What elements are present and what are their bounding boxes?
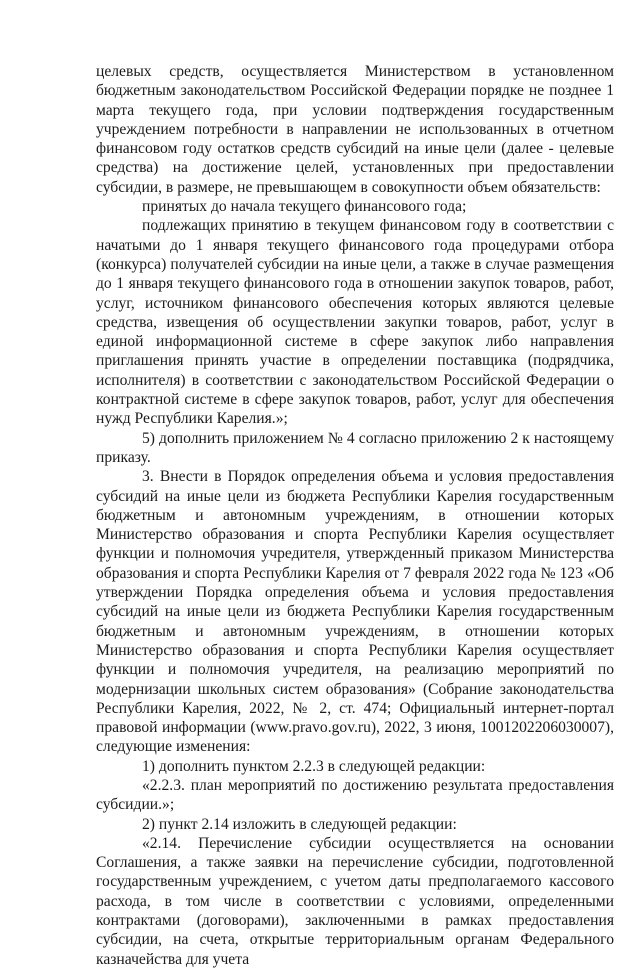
- paragraph-3: подлежащих принятию в текущем финансовом году в соответствии с начатыми до 1 января текущего финансового года процедурами отбора (конкурса) получателей субсидии на иные цели, а также в случае размещения до 1 января текущего финансового года в отношении закупок товаров, работ, услуг, источником финансового обеспечения которых являются целевые средства, извещения об осуществлении закупки товаров, работ, услуг в единой информационной системе в сфере закупок либо направления приглашения принять участие в определении поставщика (подрядчика, исполнителя) в соответствии с законодательством Российской Федерации о контрактной системе в сфере закупок товаров, работ, услуг для обеспечения нужд Республики Карелия.»;: [96, 217, 614, 428]
- document-page: [96, 62, 614, 969]
- paragraph-2: принятых до начала текущего финансового года;: [142, 198, 467, 216]
- paragraph-1: целевых средств, осуществляется Министерством в установленном бюджетным законодательством Российской Федерации порядке не позднее 1 марта текущего года, при условии подтверждения государственным учреждением потребности в направлении не использованных в отчетном финансовом году остатков средств субсидий на иные цели (далее - целевые средства) на достижение целей, установленных при предоставлении субсидии, в размере, не превышающем в совокупности объем обязательств:: [96, 63, 614, 196]
- paragraph-7: «2.2.3. план мероприятий по достижению результата предоставления субсидии.»;: [96, 776, 614, 814]
- paragraph-9: «2.14. Перечисление субсидии осуществляется на основании Соглашения, а также заявки на перечисление субсидии, подготовленной государственным учреждением, с учетом даты предполагаемого кассового расхода, в том числе в соответствии с условиями, определенными контрактами (договорами), заключенными в рамках предоставления субсидии, на счета, открытые территориальным органам Федерального казначейства для учета: [96, 834, 614, 968]
- paragraph-5: 3. Внести в Порядок определения объема и условия предоставления субсидий на иные цели из бюджета Республики Карелия государственным бюджетным и автономным учреждениям, в отношении которых Министерство образования и спорта Республики Карелия осуществляет функции и полномочия учредителя, утвержденный приказом Министерства образования и спорта Республики Карелия от 7 февраля 2022 года № 123 «Об утверждении Порядка определения объема и условия предоставления субсидий на иные цели из бюджета Республики Карелия государственным бюджетным и автономным учреждениям, в отношении которых Министерство образования и спорта Республики Карелия осуществляет функции и полномочия учредителя, на реализацию мероприятий по модернизации школьных систем образования» (Собрание законодательства Республики Карелия, 2022, № 2, ст. 474; Официальный интернет-портал правовой информации (www.pravo.gov.ru), 2022, 3 июня, 1001202206030007), следующие изменения:: [96, 468, 614, 756]
- paragraph-4: 5) дополнить приложением № 4 согласно приложению 2 к настоящему приказу.: [96, 429, 614, 466]
- paragraph-6: 1) дополнить пунктом 2.2.3 в следующей редакции:: [142, 757, 486, 775]
- paragraph-8: 2) пункт 2.14 изложить в следующей редакции:: [142, 815, 457, 833]
